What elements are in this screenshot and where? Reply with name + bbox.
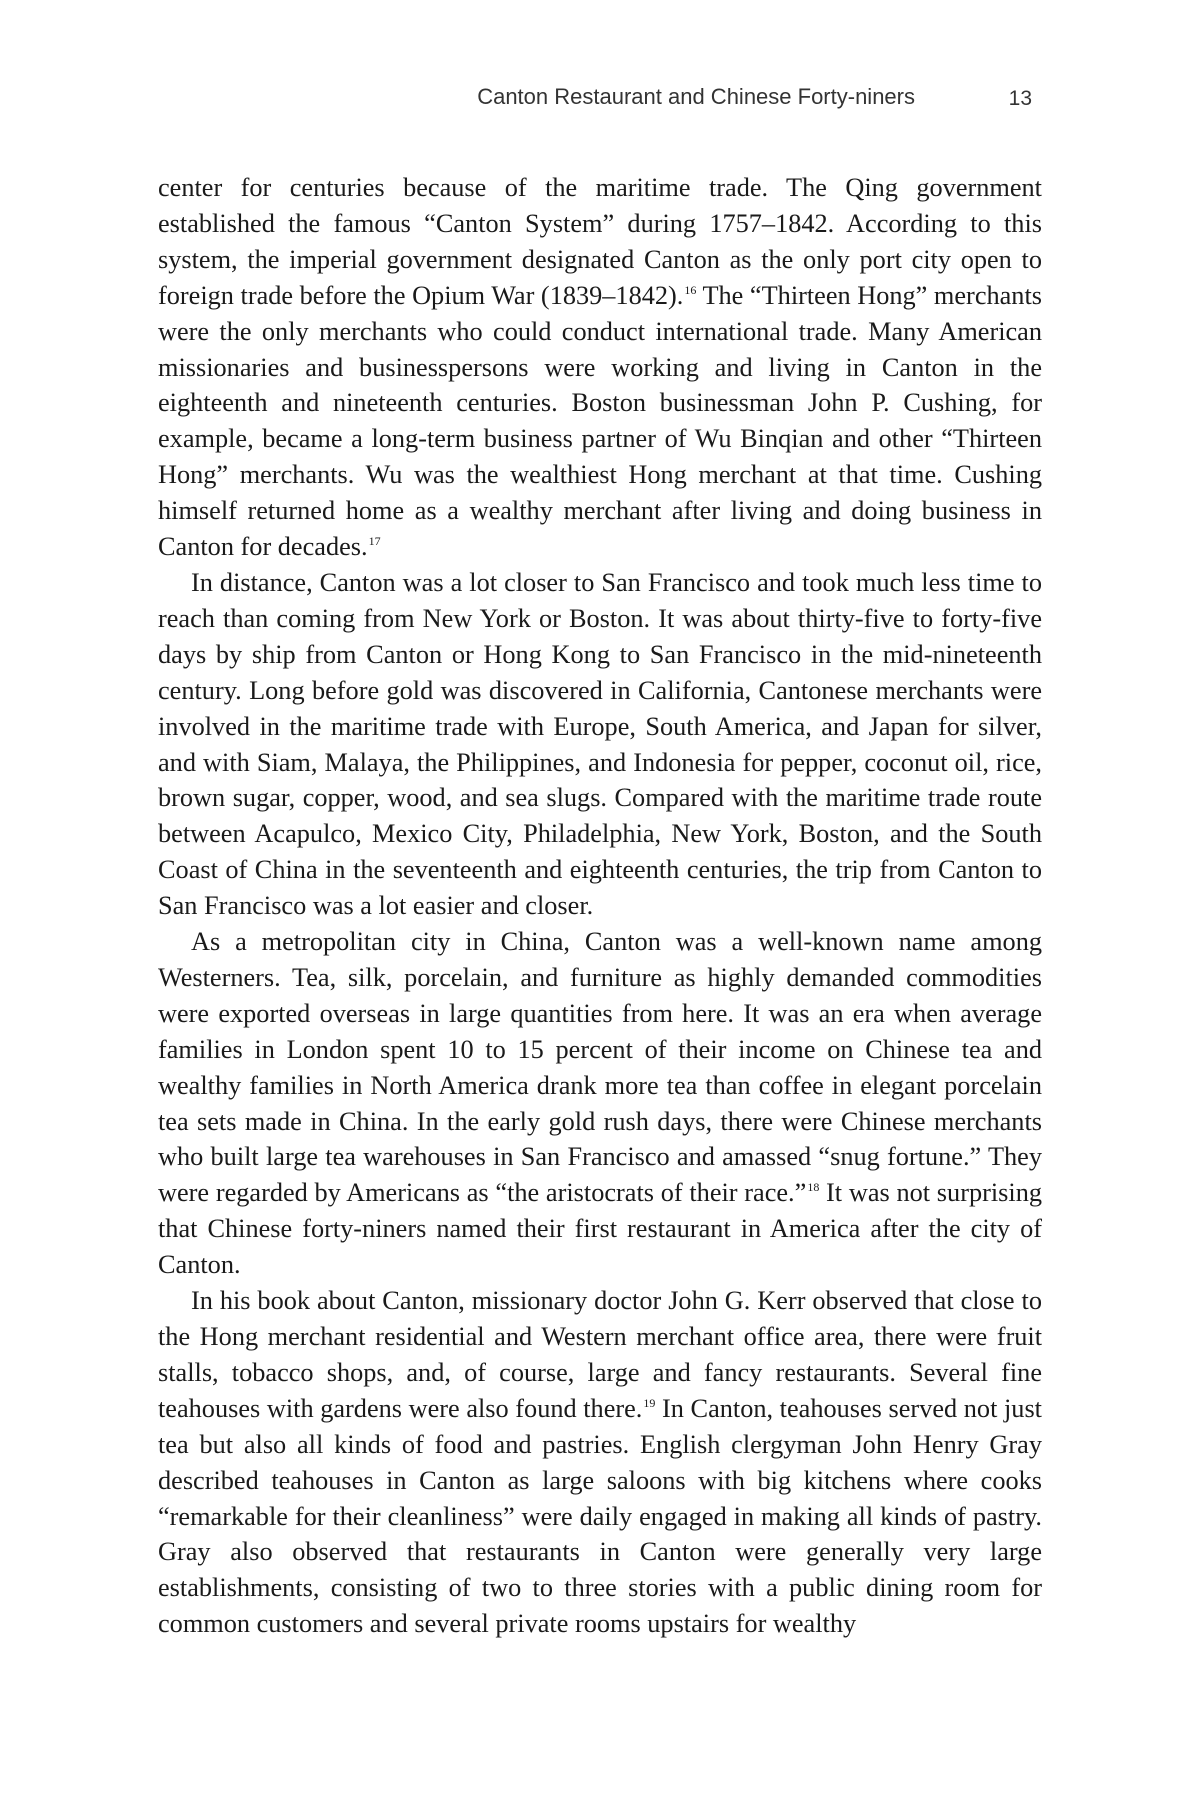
paragraph-text: In distance, Canton was a lot closer to San Francisco and took much less time to reach than coming from New York or Boston. It was about thirty-five to forty-five days by ship from Canton or Hong Kong to San Francisco in the mid-nineteenth century. Long before gold was discovered in California, Cantonese merchants were involved in the maritime trade with Europe, South America, and Japan for silver, and with Siam, Malaya, the Philippines, and Indonesia for pepper, coconut oil, rice, brown sugar, copper, wood, and sea slugs. Compared with the maritime trade route between Acapulco, Mexico City, Philadelphia, New York, Boston, and the South Coast of China in the seventeenth and eighteenth centuries, the trip from Canton to San Francisco was a lot easier and closer. [158, 567, 1042, 921]
running-head [158, 84, 1042, 120]
footnote-marker: 16 [684, 282, 697, 297]
page-number: 13 [1008, 87, 1032, 110]
footnote-marker: 19 [643, 1395, 656, 1410]
paragraph-text: It was not surprising that Chinese forty-niners named their first restaurant in America after the city of Canton. [158, 1178, 1042, 1280]
paragraph-text: As a metropolitan city in China, Canton was a well-known name among Westerners. Tea, silk, porcelain, and furniture as highly demanded commodities were exported overseas in large quantities from here. It was an era when average families in London spent 10 to 15 percent of their income on Chinese tea and wealthy families in North America drank more tea than coffee in elegant porcelain tea sets made in China. In the early gold rush days, there were Chinese merchants who built large tea warehouses in San Francisco and amassed “snug fortune.” They were regarded by Americans as “the aristocrats of their race.” [158, 927, 1042, 1208]
footnote-marker: 17 [368, 534, 381, 549]
paragraph-text: center for centuries because of the maritime trade. The Qing government established the famous “Canton System” during 1757–1842. According to this system, the imperial government designated Canton as the only port city open to foreign trade before the Opium War (1839–1842). [158, 173, 1042, 310]
footnote-marker: 18 [807, 1180, 820, 1195]
paragraph-3 [158, 924, 1042, 1283]
paragraph-4 [158, 1283, 1042, 1642]
paragraph-text: In Canton, teahouses served not just tea but also all kinds of food and pastries. English clergyman John Henry Gray described teahouses in Canton as large saloons with big kitchens where cooks “remarkable for their cleanliness” were daily engaged in making all kinds of pastry. Gray also observed that restaurants in Canton were generally very large establishments, consisting of two to three stories with a public dining room for common customers and several private rooms upstairs for wealthy [158, 1393, 1042, 1639]
paragraph-text: The “Thirteen Hong” merchants were the only merchants who could conduct international trade. Many American missionaries and businesspersons were working and living in Canton in the eighteenth and nineteenth centuries. Boston businessman John P. Cushing, for example, became a long-term business partner of Wu Binqian and other “Thirteen Hong” merchants. Wu was the wealthiest Hong merchant at that time. Cushing himself returned home as a wealthy merchant after living and doing business in Canton for decades. [158, 280, 1042, 562]
paragraph-2 [158, 565, 1042, 924]
paragraph-1 [158, 170, 1042, 565]
body-text [158, 170, 1042, 1642]
paragraph-text: In his book about Canton, missionary doctor John G. Kerr observed that close to the Hong merchant residential and Western merchant office area, there were fruit stalls, tobacco shops, and, of course, large and fancy restaurants. Several fine teahouses with gardens were also found there. [158, 1286, 1042, 1423]
running-title: Canton Restaurant and Chinese Forty-niners [477, 84, 915, 109]
